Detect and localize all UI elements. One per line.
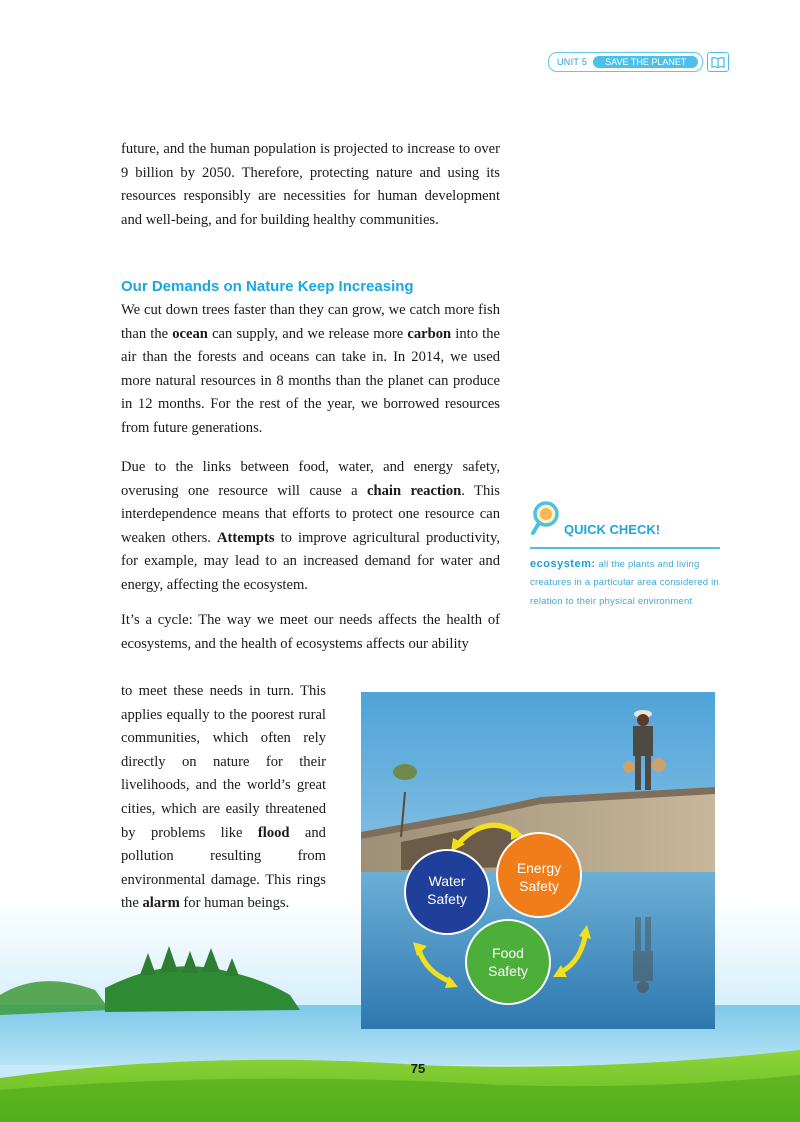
keyword-attempts: Attempts (216, 529, 275, 546)
keyword-carbon: carbon (407, 325, 452, 342)
text-span: We cut down trees faster than they can grow, we catch more fish than the (121, 302, 500, 342)
keyword-chain-reaction: chain reaction (367, 482, 462, 499)
quick-check-header (530, 500, 720, 541)
unit-label: UNIT 5 (557, 57, 588, 67)
book-icon (707, 52, 729, 72)
definition-term: ecosystem: (530, 557, 596, 570)
keyword-flood: flood (257, 824, 290, 841)
paragraph-demands (121, 299, 500, 441)
text-span: . This interdependence means that efforts to protect one resource can weaken others. (121, 482, 500, 546)
paragraph-cycle-continued (121, 680, 326, 916)
text-span: can supply, and we release more (207, 325, 408, 342)
food-label-2: Safety (488, 963, 528, 979)
paragraph-links (121, 456, 500, 598)
quick-check-box (530, 500, 720, 611)
water-label-2: Safety (427, 891, 467, 907)
water-label-1: Water (428, 873, 466, 889)
photo-safety-diagram (361, 692, 715, 1029)
unit-pill (548, 52, 703, 72)
paragraph-text: It’s a cycle: The way we meet our needs affects the health of ecosystems, and the health of ecosystems affects our ability (121, 612, 500, 652)
text-span: to meet these needs in turn. This applies equally to the poorest rural communities, which often rely directly on nature for their livelihoods, and the world’s great cities, which are easily threatened by problems like (121, 683, 326, 841)
energy-label-2: Safety (519, 878, 559, 894)
divider (530, 547, 720, 549)
energy-safety-circle (497, 833, 581, 917)
unit-title: SAVE THE PLANET (593, 56, 698, 68)
paragraph-cycle (121, 609, 500, 656)
food-safety-circle (466, 920, 550, 1004)
water-safety-circle (405, 850, 489, 934)
energy-label-1: Energy (516, 860, 562, 876)
magnifier-icon (530, 500, 562, 541)
keyword-alarm: alarm (142, 895, 180, 912)
unit-header (548, 52, 729, 72)
text-span: into the air than the forests and oceans can take in. In 2014, we used more natural resources in 8 months than the planet can produce in 12 months. For the rest of the year, we borrowed resources from future generations. (121, 325, 500, 436)
quick-check-title: QUICK CHECK! (564, 522, 661, 537)
definition-text: all the plants and living creatures in a particular area considered in relation to their physical environment (530, 558, 719, 607)
keyword-ocean: ocean (172, 325, 208, 342)
text-span: Due to the links between food, water, and energy safety, overusing one resource will cause a (121, 459, 500, 499)
paragraph-intro (121, 138, 500, 232)
food-label-1: Food (492, 945, 524, 961)
paragraph-text: future, and the human population is projected to increase to over 9 billion by 2050. Therefore, protecting nature and using its resources responsibly are necessities for human development and well-being, and for building healthy communities. (121, 141, 500, 228)
section-heading: Our Demands on Nature Keep Increasing (121, 278, 414, 295)
quick-check-definition (530, 555, 720, 612)
text-span: and pollution resulting from environmental damage. This rings the (121, 824, 326, 912)
text-span: for human beings. (179, 895, 290, 912)
page-number: 75 (410, 1061, 426, 1076)
text-span: to improve agricultural productivity, for example, may lead to an increased demand for water and energy, affecting the ecosystem. (121, 529, 500, 593)
